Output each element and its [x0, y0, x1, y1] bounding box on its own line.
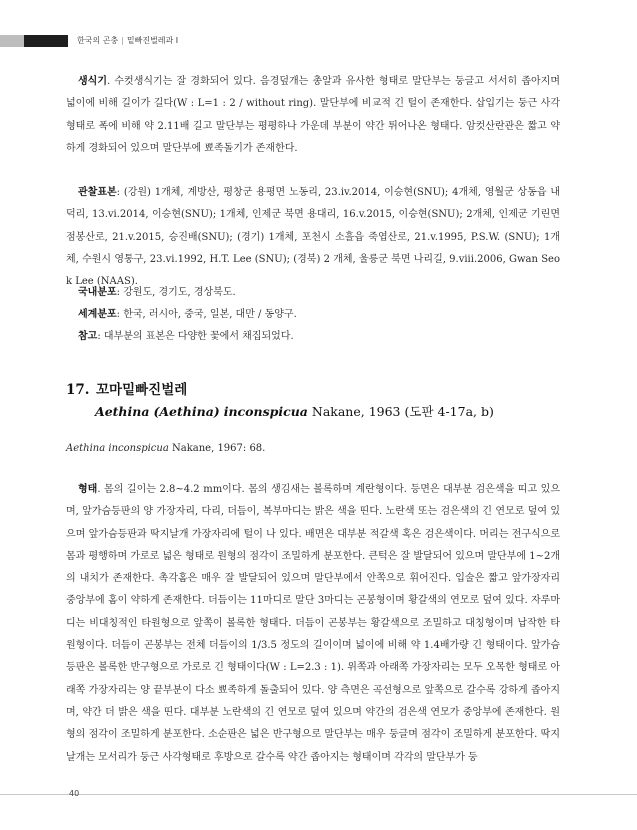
- subgenus-name: (Aethina): [153, 404, 220, 419]
- species-korean-name: 꼬마밑빠진벌레: [96, 382, 188, 398]
- species-epithet: inconspicua: [223, 404, 308, 419]
- chapter-title: 밑빠진벌레과 I: [126, 36, 179, 45]
- specimens-paragraph: [66, 182, 560, 293]
- morphology-text: . 몸의 길이는 2.8~4.2 mm이다. 몸의 생김새는 볼록하며 계란형이다. 등면은 대부분 검은색을 띠고 있으며, 앞가슴등판의 양 가장자리, 다리, 더듬이, 복부마디는 밝은 색을 띤다. 노란색 또는 검은색의 긴 연모로 덮여 있으며 앞가슴등판과 딱지날개 가장자리에 털이 나 있다. 배면은 대부분 적갈색 혹은 검은색이다. 머리는 전구식으로 몸과 평행하며 가로로 넓은 형태로 원형의 점각이 조밀하게 분포한다. 큰턱은 잘 발달되어 있으며 말단부에 1~2개의 내치가 존재한다. 촉각홈은 매우 잘 발달되어 있으며 말단부에서 안쪽으로 휘어진다. 입술은 짧고 앞가장자리 중앙부에 홈이 약하게 존재한다. 더듬이는 11마디로 말단 3마디는 곤봉형이며 황갈색의 연모로 덮여 있다. 자루마디는 비대칭적인 타원형으로 앞쪽이 볼록한 형태다. 더듬이 곤봉부는 황갈색으로 조밀하고 대칭형이며 납작한 타원형이다. 더듬이 곤봉부는 전체 더듬이의 1/3.5 정도의 길이이며 넓이에 비해 약 1.4배가량 긴 형태이다. 앞가슴등판은 볼록한 반구형으로 가로로 긴 형태이다(W : L=2.3 : 1). 위쪽과 아래쪽 가장자리는 모두 오목한 형태로 아래쪽 가장자리는 양 끝부분이 다소 뾰족하게 돌출되어 있다. 양 측면은 곡선형으로 앞쪽으로 갈수록 강하게 좁아지며, 약간 더 밝은 색을 띤다. 대부분 노란색의 긴 연모로 덮여 있으며 약간의 검은색 연모가 중앙부에 존재한다. 원형의 점각이 조밀하게 분포한다. 소순판은 넓은 반구형으로 말단부는 매우 둥글며 점각이 조밀하게 분포한다. 딱지날개는 모서리가 둥근 사각형태로 후방으로 갈수록 약간 좁아지는 형태이며 각각의 말단부가 둥: [66, 484, 560, 763]
- page-number: 40: [69, 789, 80, 798]
- header-gray-bar: [0, 35, 24, 47]
- morphology-paragraph: [66, 479, 560, 769]
- world-distribution: [66, 304, 560, 326]
- domestic-distribution: [66, 282, 560, 304]
- domestic-text: : 강원도, 경기도, 경상북도.: [116, 287, 236, 298]
- note-label: 참고: [78, 331, 98, 342]
- morphology-label: 형태: [78, 484, 98, 495]
- running-header: [77, 35, 178, 47]
- genitalia-label: 생식기: [78, 76, 107, 87]
- species-number: 17.: [66, 382, 90, 398]
- species-heading: [66, 379, 187, 401]
- species-author-year: Nakane, 1963: [311, 404, 401, 419]
- book-title: 한국의 곤충: [77, 36, 119, 45]
- world-text: : 한국, 러시아, 중국, 일본, 대만 / 동양구.: [116, 309, 297, 320]
- world-label: 세계분포: [78, 309, 117, 320]
- synonym-citation: Nakane, 1967: 68.: [172, 443, 266, 454]
- specimens-text: : (강원) 1개체, 계방산, 평창군 용평면 노동리, 23.iv.2014, 이승현(SNU); 4개체, 영월군 상동읍 내덕리, 13.vi.2014, 이승현(SNU); 1개체, 인제군 북면 용대리, 16.v.2015, 이승현(SNU); 2개체, 인제군 기린면 점봉산로, 21.v.2015, 승진배(SNU); (경기) 1개체, 포천시 소흘읍 죽엽산로, 21.v.1995, P.S.W. (SNU); 1개체, 수원시 영통구, 23.vi.1992, H.T. Lee (SNU); (경북) 2 개체, 울릉군 북면 나리길, 9.viii.2006, Gwan Seok Lee (NAAS).: [66, 187, 560, 288]
- synonym-name: Aethina inconspicua: [66, 443, 169, 454]
- specimens-label: 관찰표본: [78, 187, 117, 198]
- species-scientific-name: [95, 401, 494, 423]
- footer-rule: [0, 794, 637, 795]
- genitalia-text: . 수컷생식기는 잘 경화되어 있다. 음경덮개는 총알과 유사한 형태로 말단부는 둥글고 서서히 좁아지며 넓이에 비해 길이가 길다(W : L=1 : 2 / without ring). 말단부에 비교적 긴 털이 존재한다. 삽입기는 둥근 사각형태로 폭에 비해 약 2.11배 길고 말단부는 평평하나 가운데 부분이 약간 튀어나온 형태다. 암컷산란관은 짧고 약하게 경화되어 있으며 말단부에 뾰족돌기가 존재한다.: [66, 76, 560, 154]
- genitalia-paragraph: [66, 71, 560, 160]
- genus-name: Aethina: [95, 404, 150, 419]
- note-paragraph: [66, 326, 560, 348]
- note-text: : 대부분의 표본은 다양한 꽃에서 채집되었다.: [97, 331, 294, 342]
- synonym-line: [66, 438, 265, 460]
- header-separator: |: [121, 36, 124, 45]
- header-black-bar: [24, 35, 68, 47]
- plate-reference: (도판 4-17a, b): [404, 404, 494, 419]
- domestic-label: 국내분포: [78, 287, 117, 298]
